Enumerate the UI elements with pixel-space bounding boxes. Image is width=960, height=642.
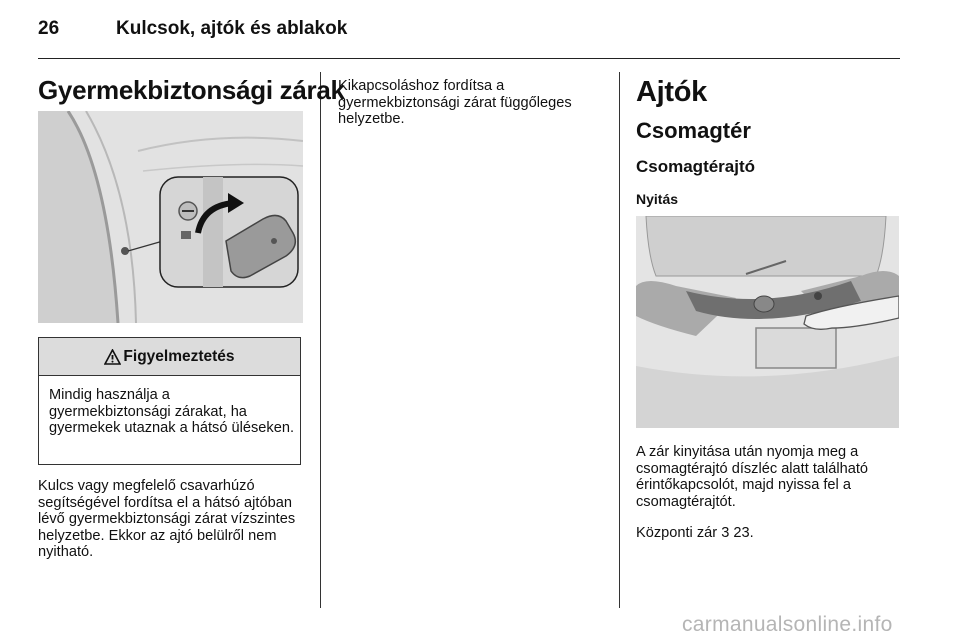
column-divider-right: [619, 72, 620, 608]
watermark: carmanualsonline.info: [682, 613, 893, 636]
warning-text: Mindig használja a gyermekbiztonsági zárakat, ha gyermekek utaznak a hátsó üléseken.: [49, 387, 294, 437]
warning-triangle-icon: [104, 349, 121, 365]
section-title: Kulcsok, ajtók és ablakok: [116, 18, 348, 39]
tailgate-heading: Csomagtérajtó: [636, 157, 756, 176]
warning-box: [38, 337, 301, 465]
central-locking-reference: [636, 525, 904, 542]
reference-page: 23.: [733, 525, 754, 541]
warning-title: Figyelmeztetés: [123, 347, 235, 365]
child-locks-heading: Gyermekbiztonsági zárak: [38, 75, 345, 105]
tailgate-instructions: A zár kinyitása után nyomja meg a csomagtérajtó díszléc alatt található érintőkapcsolót, majd nyissa fel a csomagtérajtót.: [636, 444, 869, 510]
tailgate-figure: [636, 216, 899, 428]
load-compartment-heading: Csomagtér: [636, 118, 751, 143]
reference-arrow: 3: [721, 525, 730, 541]
column-divider-left: [320, 72, 321, 608]
opening-heading: Nyitás: [636, 191, 679, 207]
header-rule: [38, 58, 900, 59]
doors-heading: Ajtók: [636, 76, 708, 108]
warning-header: [39, 338, 300, 376]
child-lock-figure: [38, 111, 303, 323]
page-number: 26: [38, 18, 60, 39]
reference-label: Központi zár: [636, 525, 718, 541]
disable-instructions: Kikapcsoláshoz fordítsa a gyermekbiztonsági zárat függőleges helyzetbe.: [338, 78, 572, 128]
child-lock-instructions: Kulcs vagy megfelelő csavarhúzó segítségével fordítsa el a hátsó ajtóban lévő gyermekbiztonsági zárat vízszintes helyzetbe. Ekkor az ajtó belülről nem nyitható.: [38, 478, 296, 561]
